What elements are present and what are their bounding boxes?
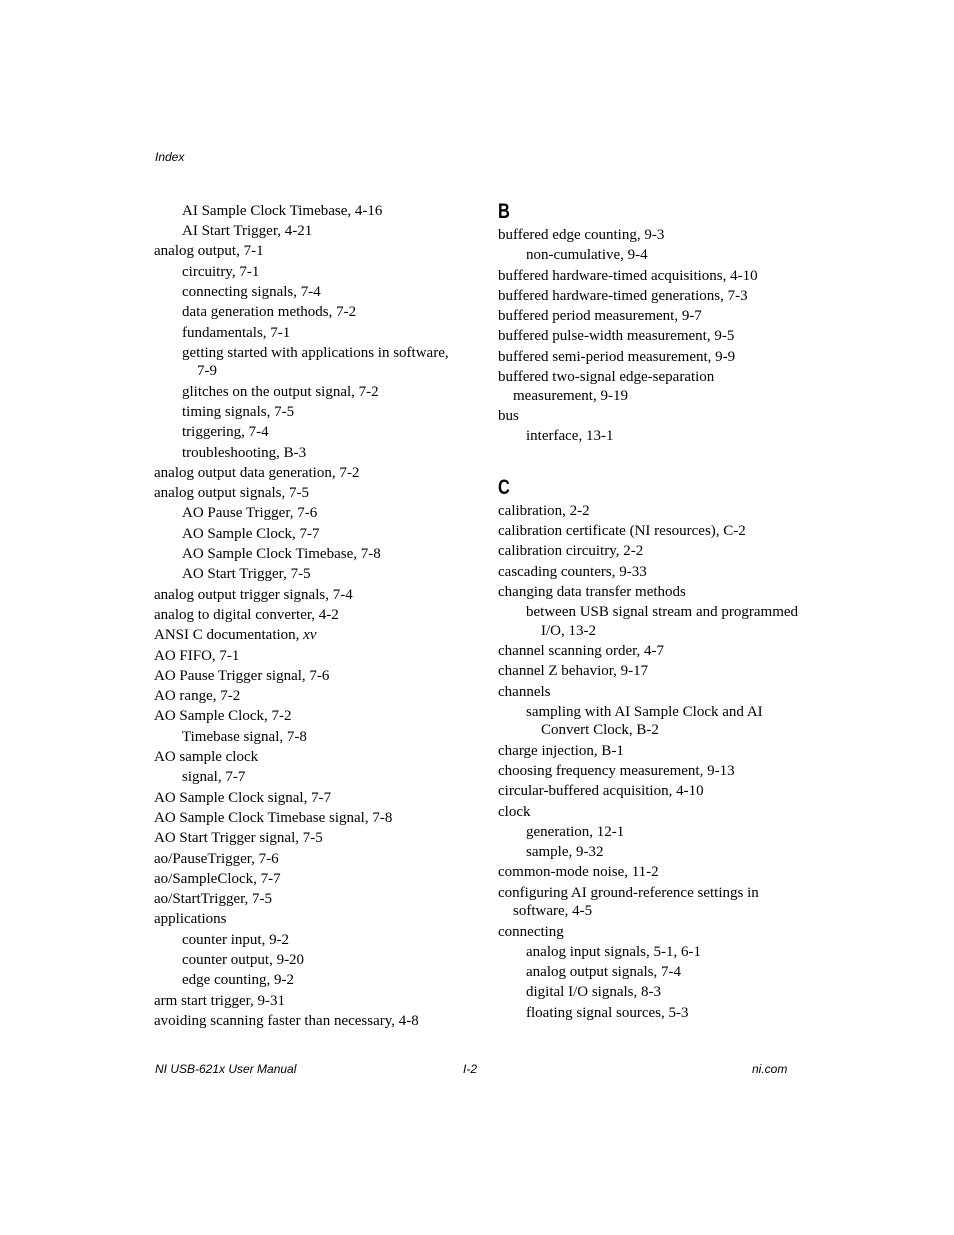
index-entry: charge injection, B-1 [498, 742, 624, 759]
index-entry: buffered pulse-width measurement, 9-5 [498, 328, 735, 345]
index-entry: ao/StartTrigger, 7-5 [154, 891, 273, 908]
index-subentry: AO Sample Clock Timebase, 7-8 [182, 546, 381, 563]
index-entry: analog to digital converter, 4-2 [154, 606, 339, 623]
index-subentry: digital I/O signals, 8-3 [526, 984, 661, 1001]
index-entry-text: ANSI C documentation, [154, 627, 304, 644]
index-entry: channels [498, 683, 551, 700]
index-subentry: AO Start Trigger, 7-5 [182, 566, 311, 583]
index-subentry: sampling with AI Sample Clock and AI Convert Clock, B-2 [526, 703, 763, 739]
index-subentry: glitches on the output signal, 7-2 [182, 383, 379, 400]
index-entry: analog output data generation, 7-2 [154, 464, 360, 481]
index-letter-heading: C [498, 475, 510, 499]
index-entry: calibration, 2-2 [498, 502, 590, 519]
index-entry: cascading counters, 9-33 [498, 563, 647, 580]
index-entry: AO Sample Clock Timebase signal, 7-8 [154, 809, 393, 826]
index-column-left [154, 200, 454, 1030]
index-entry: analog output, 7-1 [154, 243, 264, 260]
footer-manual-title: NI USB-621x User Manual [155, 1062, 297, 1076]
index-entry: changing data transfer methods [498, 583, 686, 600]
index-subentry: triggering, 7-4 [182, 424, 269, 441]
index-subentry: edge counting, 9-2 [182, 972, 295, 989]
index-entry: bus [498, 407, 519, 424]
index-subentry: data generation methods, 7-2 [182, 304, 357, 321]
index-subentry: AO Sample Clock, 7-7 [182, 525, 320, 542]
index-subentry: between USB signal stream and programmed I/O, 13-2 [526, 604, 799, 639]
index-entry-page-ref: xv [303, 627, 317, 644]
index-subentry: timing signals, 7-5 [182, 403, 295, 420]
index-column-right [498, 200, 798, 1022]
index-entry: buffered period measurement, 9-7 [498, 308, 702, 325]
index-subentry: AO Pause Trigger, 7-6 [182, 505, 318, 522]
index-subentry: Timebase signal, 7-8 [182, 728, 307, 745]
index-subentry: generation, 12-1 [526, 823, 625, 840]
index-entry: AO Sample Clock, 7-2 [154, 708, 292, 725]
index-entry: channel scanning order, 4-7 [498, 642, 665, 659]
index-subentry: floating signal sources, 5-3 [526, 1004, 689, 1021]
index-entry: AO range, 7-2 [154, 688, 241, 705]
index-entry: AO Sample Clock signal, 7-7 [154, 789, 332, 806]
index-subentry: interface, 13-1 [526, 428, 614, 445]
index-entry: connecting [498, 923, 564, 940]
running-head: Index [155, 150, 185, 164]
index-subentry: analog input signals, 5-1, 6-1 [526, 943, 701, 960]
index-entry: choosing frequency measurement, 9-13 [498, 762, 735, 779]
index-letter-heading: B [498, 200, 510, 223]
index-entry: buffered edge counting, 9-3 [498, 227, 665, 243]
index-subentry: connecting signals, 7-4 [182, 283, 321, 300]
index-subentry: analog output signals, 7-4 [526, 964, 681, 981]
index-subentry: circuitry, 7-1 [182, 263, 260, 280]
index-entry: buffered hardware-timed acquisitions, 4-10 [498, 267, 758, 284]
index-entry: analog output trigger signals, 7-4 [154, 586, 353, 603]
index-entry: ao/SampleClock, 7-7 [154, 870, 281, 887]
index-entry: arm start trigger, 9-31 [154, 992, 286, 1009]
index-entry: buffered two-signal edge-separation measurement, 9-19 [498, 369, 715, 404]
index-subentry: counter input, 9-2 [182, 931, 290, 948]
index-entry: applications [154, 911, 227, 928]
index-entry: calibration certificate (NI resources), C-2 [498, 522, 746, 539]
index-subentry: non-cumulative, 9-4 [526, 247, 648, 264]
index-entry: avoiding scanning faster than necessary, 4-8 [154, 1012, 419, 1029]
index-entry: configuring AI ground-reference settings in software, 4-5 [498, 884, 759, 920]
index-entry: analog output signals, 7-5 [154, 485, 309, 502]
footer-page-number: I-2 [463, 1062, 478, 1076]
index-entry: AO Pause Trigger signal, 7-6 [154, 667, 330, 684]
index-entry: channel Z behavior, 9-17 [498, 663, 649, 680]
index-entry: buffered semi-period measurement, 9-9 [498, 348, 736, 365]
index-subentry: troubleshooting, B-3 [182, 444, 307, 461]
index-entry: common-mode noise, 11-2 [498, 864, 659, 881]
index-subentry: fundamentals, 7-1 [182, 324, 291, 341]
index-entry: AO Start Trigger signal, 7-5 [154, 830, 323, 847]
index-subentry: signal, 7-7 [182, 769, 246, 786]
index-subentry: counter output, 9-20 [182, 951, 305, 968]
index-entry: buffered hardware-timed generations, 7-3 [498, 287, 748, 304]
index-subentry: getting started with applications in software, 7-9 [182, 344, 449, 380]
index-subentry: AI Start Trigger, 4-21 [182, 223, 313, 240]
index-entry: AO sample clock [154, 749, 259, 766]
index-entry: clock [498, 803, 531, 820]
index-subentry: AI Sample Clock Timebase, 4-16 [182, 202, 383, 219]
index-entry [154, 626, 454, 645]
index-entry: circular-buffered acquisition, 4-10 [498, 783, 704, 800]
index-entry: calibration circuitry, 2-2 [498, 543, 644, 560]
index-subentry: sample, 9-32 [526, 844, 604, 861]
index-entry: ao/PauseTrigger, 7-6 [154, 850, 279, 867]
footer-website: ni.com [752, 1062, 788, 1076]
index-entry: AO FIFO, 7-1 [154, 647, 240, 664]
